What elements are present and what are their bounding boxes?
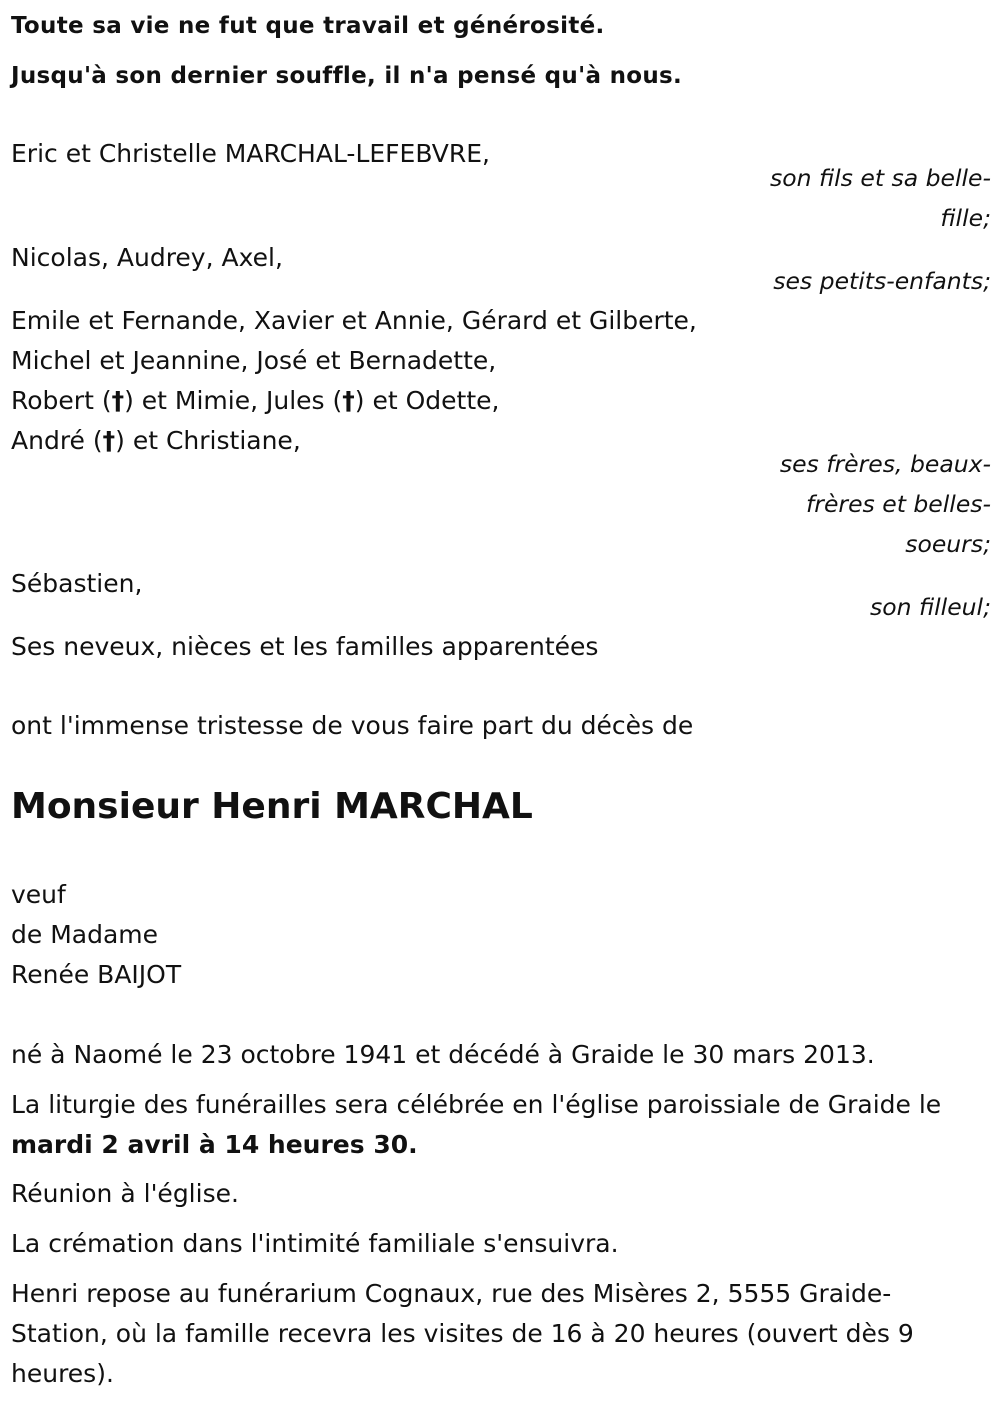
widow-line-1: veuf <box>11 880 66 909</box>
siblings-line-3-part-b: ) et Mimie, Jules ( <box>124 386 343 415</box>
son-relation-line-1: son fils et sa belle- <box>769 164 991 192</box>
motto-line-2: Jusqu'à son dernier souffle, il n'a pensé qu'à nous. <box>11 63 683 89</box>
grandchildren-relation: ses petits-enfants; <box>773 267 991 295</box>
meeting-info: Réunion à l'église. <box>11 1179 239 1208</box>
extended-family: Ses neveux, nièces et les familles apparentées <box>11 632 599 661</box>
birth-death-dates: né à Naomé le 23 octobre 1941 et décédé à Graide le 30 mars 2013. <box>11 1040 875 1069</box>
cross-icon: † <box>111 386 125 415</box>
siblings-relation-line-2: frères et belles- <box>806 490 991 518</box>
siblings-line-3-part-a: Robert ( <box>11 386 112 415</box>
funeral-home-line-2: Station, où la famille recevra les visites de 16 à 20 heures (ouvert dès 9 <box>11 1319 914 1348</box>
cremation-info: La crémation dans l'intimité familiale s'ensuivra. <box>11 1229 619 1258</box>
son-names: Eric et Christelle MARCHAL-LEFEBVRE, <box>11 139 490 168</box>
deceased-name: Monsieur Henri MARCHAL <box>11 786 533 827</box>
siblings-line-1: Emile et Fernande, Xavier et Annie, Gérard et Gilberte, <box>11 306 697 335</box>
siblings-line-4-part-b: ) et Christiane, <box>115 426 301 455</box>
godson-relation: son filleul; <box>869 593 991 621</box>
godson-name: Sébastien, <box>11 569 143 598</box>
liturgy-date-text: mardi 2 avril à 14 heures 30. <box>11 1130 418 1159</box>
siblings-line-3-part-c: ) et Odette, <box>354 386 500 415</box>
siblings-line-4-part-a: André ( <box>11 426 103 455</box>
funeral-home-line-3: heures). <box>11 1359 114 1388</box>
siblings-line-4 <box>11 421 301 461</box>
widow-line-3: Renée BAIJOT <box>11 960 182 989</box>
liturgy-date <box>11 1125 418 1165</box>
funeral-home-line-1: Henri repose au funérarium Cognaux, rue des Misères 2, 5555 Graide- <box>11 1279 892 1308</box>
motto-line-1: Toute sa vie ne fut que travail et générosité. <box>11 13 605 39</box>
cross-icon: † <box>342 386 355 415</box>
widow-line-2: de Madame <box>11 920 159 949</box>
siblings-relation-line-1: ses frères, beaux- <box>779 450 991 478</box>
son-relation-line-2: fille; <box>940 204 991 232</box>
cross-icon: † <box>102 426 116 455</box>
announcement-text: ont l'immense tristesse de vous faire part du décès de <box>11 711 694 740</box>
grandchildren-names: Nicolas, Audrey, Axel, <box>11 243 283 272</box>
siblings-line-3 <box>11 381 499 421</box>
siblings-line-2: Michel et Jeannine, José et Bernadette, <box>11 346 497 375</box>
liturgy-line-1: La liturgie des funérailles sera célébrée en l'église paroissiale de Graide le <box>11 1090 942 1119</box>
siblings-relation-line-3: soeurs; <box>905 530 991 558</box>
obituary-notice <box>11 0 991 1408</box>
